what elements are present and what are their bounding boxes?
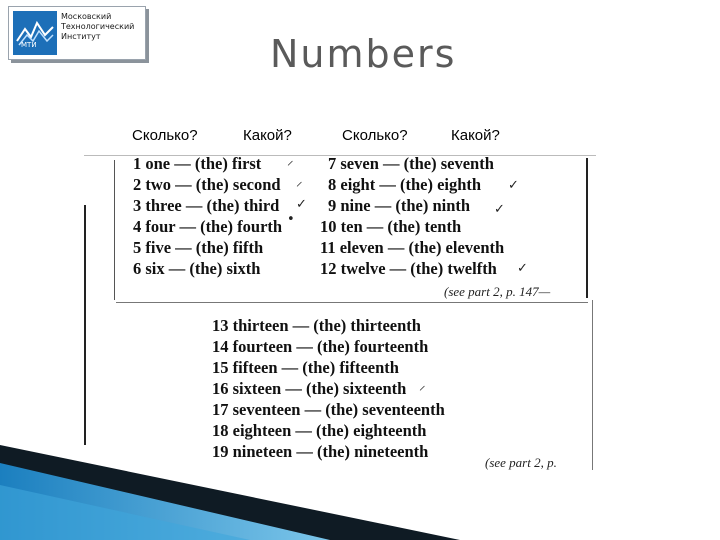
divider — [592, 300, 593, 470]
divider — [586, 158, 588, 298]
logo-text — [61, 12, 143, 42]
logo-mountains-icon — [13, 11, 57, 55]
number-row: 5 five — (the) fifth — [133, 238, 264, 257]
question-how-many: Сколько? — [132, 127, 198, 144]
institute-logo — [8, 6, 146, 60]
number-row: 1 one — (the) first — [133, 154, 262, 173]
divider — [114, 160, 115, 300]
number-row: 8 eight — (the) eighth — [328, 175, 482, 194]
number-row: 19 nineteen — (the) nineteenth — [212, 442, 429, 461]
number-row: 15 fifteen — (the) fifteenth — [212, 358, 399, 377]
check-mark-icon: ⸍ — [287, 159, 294, 174]
check-mark-icon: ✓ — [494, 202, 505, 217]
check-mark-icon: ⸍ — [296, 180, 303, 195]
number-row: 12 twelve — (the) twelfth — [320, 259, 497, 278]
logo-line: Московский — [61, 12, 112, 21]
question-how-many: Сколько? — [342, 127, 408, 144]
logo-line: Технологический — [61, 22, 135, 31]
number-row: 4 four — (the) fourth — [133, 217, 283, 236]
number-row: 2 two — (the) second — [133, 175, 281, 194]
number-row: 10 ten — (the) tenth — [320, 217, 462, 236]
number-row: 3 three — (the) third — [133, 196, 280, 215]
decorative-swoosh — [0, 445, 460, 540]
ink-dot-icon: • — [287, 212, 295, 227]
check-mark-icon: ✓ — [517, 261, 528, 276]
number-row: 9 nine — (the) ninth — [328, 196, 471, 215]
logo-abbreviation: МТИ — [21, 41, 37, 49]
page-title: Numbers — [270, 32, 457, 76]
question-which: Какой? — [243, 127, 292, 144]
number-row: 13 thirteen — (the) thirteenth — [212, 316, 421, 335]
check-mark-icon: ✓ — [296, 197, 307, 212]
number-row: 11 eleven — (the) eleventh — [320, 238, 505, 257]
number-row: 17 seventeen — (the) seventeenth — [212, 400, 445, 419]
logo-line: Институт — [61, 32, 101, 41]
divider — [116, 302, 588, 303]
number-row: 16 sixteen — (the) sixteenth — [212, 379, 407, 398]
number-row: 6 six — (the) sixth — [133, 259, 261, 278]
check-mark-icon: ✓ — [508, 178, 519, 193]
page-reference: (see part 2, p. — [485, 455, 557, 470]
page-reference: (see part 2, p. 147— — [444, 284, 551, 299]
number-row: 7 seven — (the) seventh — [328, 154, 494, 173]
check-mark-icon: ⸍ — [419, 384, 426, 399]
divider — [84, 205, 86, 445]
question-which: Какой? — [451, 127, 500, 144]
number-row: 18 eighteen — (the) eighteenth — [212, 421, 427, 440]
number-row: 14 fourteen — (the) fourteenth — [212, 337, 429, 356]
